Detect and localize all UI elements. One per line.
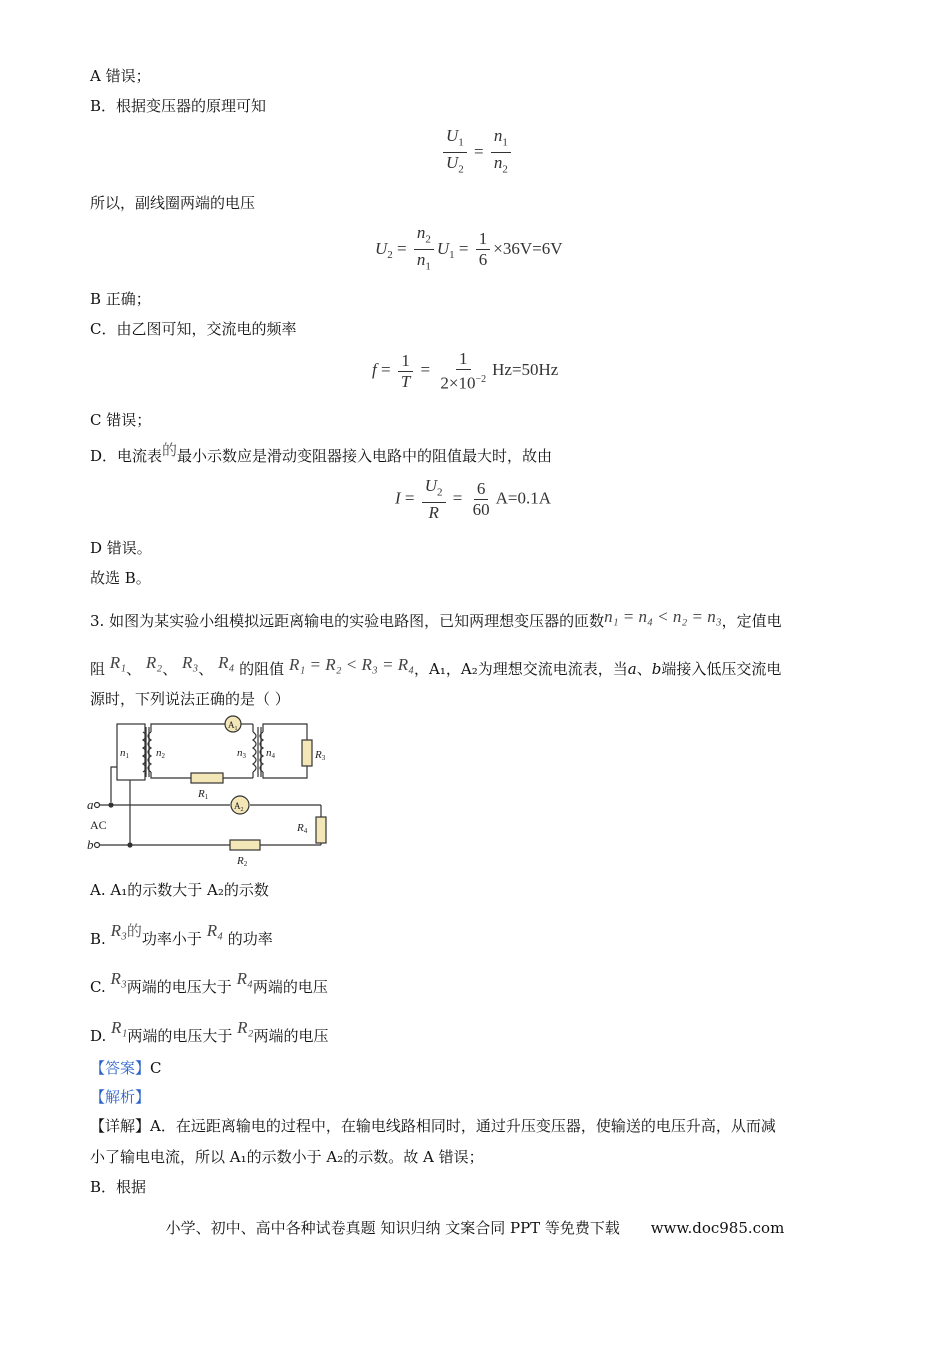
footer-text: 小学、初中、高中各种试卷真题 知识归纳 文案合同 PPT 等免费下载 [165,1219,620,1237]
option-a: A. A₁的示数大于 A₂的示数 [90,881,269,899]
footer-url[interactable]: www.doc985.com [650,1219,785,1237]
svg-text:R3: R3 [315,749,326,762]
answer-label: 【答案】 [90,1059,151,1077]
svg-text:A2: $A_2$ [234,801,244,813]
question-text: 源时，下列说法正确的是（ ） [90,690,290,708]
answer-line [90,1058,162,1078]
text-line: C．由乙图可知，交流电的频率 [90,320,297,338]
text-line: B 正确； [90,290,151,308]
svg-text:a: a [87,797,94,812]
svg-text:n4: n4 [266,747,275,760]
svg-text:R4: R4 [297,822,308,835]
svg-text:n1: n1 [120,747,129,760]
svg-text:b: b [87,837,94,852]
svg-text:n2: n2 [156,747,165,760]
detail-text: 【详解】A．在远距离输电的过程中，在输电线路相同时，通过升压变压器，使输送的电压升高，从而减 [90,1117,776,1135]
question-text: 阻 R₁、 R₂、 R₃、 R₄ 的阻值 R₁ = R₂ < R₃ = R₄，A₁，A₂为理想交流电流表，当a、b端接入低压交流电 [90,653,782,678]
equation-transformer-ratio: $\frac{U_1}{U_2}$ = $\frac{n_1}{n_2}$ [440,126,514,180]
svg-text:A1: $A_1$ [228,720,238,732]
detail-text: B．根据 [90,1178,147,1196]
text-line: D 错误。 [90,539,152,557]
svg-text:R1: R1 [198,788,209,801]
option-c: C. R₃两端的电压大于 R₄两端的电压 [90,969,328,996]
question-text: 3. 如图为某实验小组模拟远距离输电的实验电路图，已知两理想变压器的匝数n₁ = n₄ < n₂ = n₃，定值电 [90,607,782,630]
page-footer [0,1217,950,1238]
equation-current: I = $\frac{U_2}{R}$ = $\frac{6}{60}$ A=0.1A [395,476,552,523]
text-line: A 错误； [90,67,151,85]
text-line: C 错误； [90,411,152,429]
svg-text:AC: AC [90,818,107,832]
equation-frequency: f = $\frac{1}{T}$ = $\frac{1}{2\times 10^{-2}}$ Hz=50Hz [372,349,559,393]
equation-secondary-voltage: $U_2$ = $\frac{n_2}{n_1}$ $U_1$ = $\frac{1}{6}$ ×36V=6V [375,223,563,273]
answer-value: C [150,1059,162,1077]
text-line: 所以，副线圈两端的电压 [90,194,256,212]
option-d: D. R₁两端的电压大于 R₂两端的电压 [90,1018,329,1045]
detail-text: 小了输电电流，所以 A₁的示数小于 A₂的示数。故 A 错误； [90,1148,484,1166]
svg-text:R2: R2 [237,855,248,868]
text-line: 故选 B。 [90,569,151,587]
text-line: D．电流表的最小示数应是滑动变阻器接入电路中的阻值最大时，故由 [90,441,553,465]
option-b: B. R₃的功率小于 R₄ 的功率 [90,921,273,948]
analysis-label: 【解析】 [90,1088,151,1106]
text-line: B．根据变压器的原理可知 [90,97,267,115]
svg-text:n3: n3 [237,747,246,760]
circuit-diagram [85,712,335,872]
